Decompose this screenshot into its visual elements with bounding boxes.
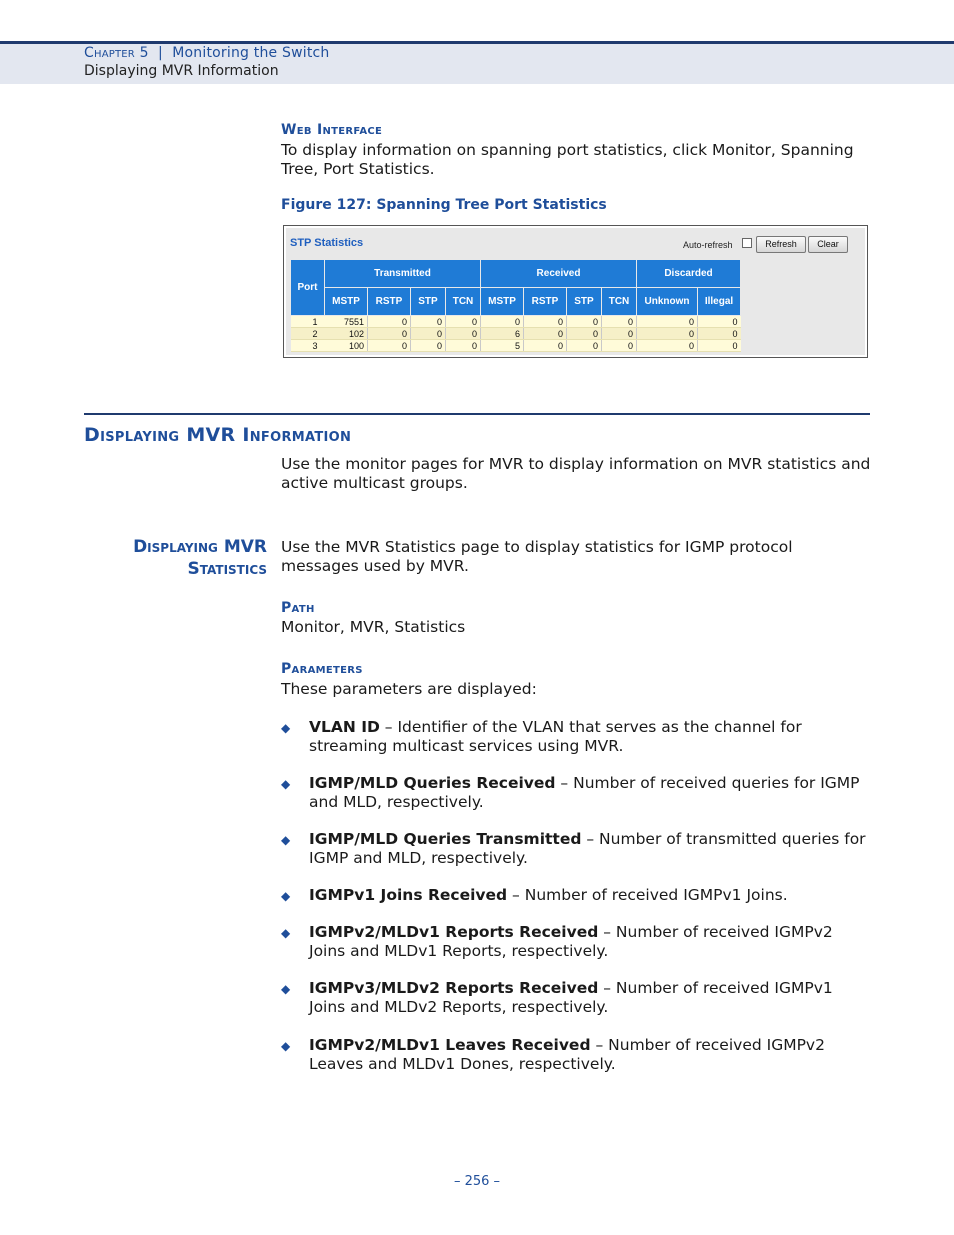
bullet-desc: – Identifier of the VLAN that serves as the channel for streaming multicast services using MVR. <box>309 718 802 755</box>
table-cell: 0 <box>567 328 602 340</box>
table-cell: 0 <box>411 340 446 352</box>
table-cell: 3 <box>291 340 325 352</box>
table-cell: 0 <box>567 340 602 352</box>
bullet-desc: – Number of received IGMPv1 Joins and MLDv2 Reports, respectively. <box>309 979 833 1016</box>
running-header-subtitle: Displaying MVR Information <box>84 63 279 79</box>
table-row <box>291 328 741 340</box>
table-cell: 0 <box>411 316 446 328</box>
table-cell: 0 <box>602 340 637 352</box>
path-label: Path <box>281 600 315 616</box>
subsection-title-line1: Displaying MVR <box>133 537 267 557</box>
sub-header: Unknown <box>637 288 698 316</box>
sub-header: RSTP <box>524 288 567 316</box>
list-item <box>281 979 871 1017</box>
bullet-desc: – Number of received IGMPv1 Joins. <box>507 886 788 904</box>
section-intro: Use the monitor pages for MVR to display information on MVR statistics and active multicast groups. <box>281 455 871 492</box>
stp-panel <box>286 228 865 355</box>
bullet-term: IGMPv1 Joins Received <box>309 886 508 904</box>
diamond-bullet-icon: ◆ <box>281 721 291 735</box>
col-discarded-header: Discarded <box>637 260 741 288</box>
bullet-desc: – Number of transmitted queries for IGMP and MLD, respectively. <box>309 830 866 867</box>
bullet-desc: – Number of received queries for IGMP and MLD, respectively. <box>309 774 860 811</box>
list-item <box>281 774 871 812</box>
table-cell: 0 <box>368 328 411 340</box>
sub-header: MSTP <box>481 288 524 316</box>
diamond-bullet-icon: ◆ <box>281 926 291 940</box>
bullet-desc: – Number of received IGMPv2 Joins and MLDv1 Reports, respectively. <box>309 923 833 960</box>
diamond-bullet-icon: ◆ <box>281 1039 291 1053</box>
sub-header: MSTP <box>325 288 368 316</box>
stp-statistics-figure <box>283 225 868 358</box>
diamond-bullet-icon: ◆ <box>281 777 291 791</box>
bullet-term: IGMPv3/MLDv2 Reports Received <box>309 979 599 997</box>
table-cell: 0 <box>446 328 481 340</box>
bullet-term: IGMP/MLD Queries Received <box>309 774 556 792</box>
path-text: Monitor, MVR, Statistics <box>281 618 466 636</box>
auto-refresh-checkbox[interactable] <box>742 238 752 248</box>
table-cell: 0 <box>637 328 698 340</box>
table-cell: 0 <box>446 316 481 328</box>
bullet-term: VLAN ID <box>309 718 380 736</box>
table-cell: 1 <box>291 316 325 328</box>
stp-table <box>290 259 741 352</box>
table-cell: 0 <box>698 340 741 352</box>
header-separator: | <box>158 45 163 61</box>
table-cell: 0 <box>524 328 567 340</box>
table-cell: 100 <box>325 340 368 352</box>
table-cell: 0 <box>637 316 698 328</box>
running-header-chapter <box>84 45 329 61</box>
list-item <box>281 886 871 905</box>
table-cell: 5 <box>481 340 524 352</box>
diamond-bullet-icon: ◆ <box>281 833 291 847</box>
diamond-bullet-icon: ◆ <box>281 982 291 996</box>
table-cell: 2 <box>291 328 325 340</box>
auto-refresh-label: Auto-refresh <box>683 240 733 250</box>
subsection-title <box>84 536 267 580</box>
bullet-term: IGMPv2/MLDv1 Leaves Received <box>309 1036 591 1054</box>
web-interface-label: Web Interface <box>281 122 383 138</box>
subsection-title-line2: Statistics <box>187 559 267 579</box>
sub-header: STP <box>411 288 446 316</box>
chapter-label: Chapter 5 <box>84 45 149 61</box>
section-title: Displaying MVR Information <box>84 424 352 446</box>
sub-header: TCN <box>446 288 481 316</box>
table-cell: 0 <box>602 328 637 340</box>
table-cell: 0 <box>481 316 524 328</box>
table-row <box>291 340 741 352</box>
sub-header: Illegal <box>698 288 741 316</box>
table-cell: 0 <box>368 340 411 352</box>
col-transmitted-header: Transmitted <box>325 260 481 288</box>
table-cell: 102 <box>325 328 368 340</box>
table-cell: 7551 <box>325 316 368 328</box>
bullet-term: IGMP/MLD Queries Transmitted <box>309 830 582 848</box>
table-cell: 0 <box>368 316 411 328</box>
parameters-label: Parameters <box>281 661 363 677</box>
table-row <box>291 316 741 328</box>
table-cell: 0 <box>698 328 741 340</box>
subsection-intro: Use the MVR Statistics page to display statistics for IGMP protocol messages used by MVR. <box>281 538 793 575</box>
page-number: – 256 – <box>453 1174 501 1189</box>
col-received-header: Received <box>481 260 637 288</box>
table-cell: 0 <box>698 316 741 328</box>
refresh-button[interactable]: Refresh <box>756 236 806 253</box>
bullet-desc: – Number of received IGMPv2 Leaves and MLDv1 Dones, respectively. <box>309 1036 825 1073</box>
list-item <box>281 830 871 868</box>
list-item <box>281 923 871 961</box>
table-cell: 0 <box>524 340 567 352</box>
table-cell: 0 <box>602 316 637 328</box>
parameters-text: These parameters are displayed: <box>281 680 537 698</box>
table-cell: 0 <box>524 316 567 328</box>
sub-header: RSTP <box>368 288 411 316</box>
diamond-bullet-icon: ◆ <box>281 889 291 903</box>
clear-button[interactable]: Clear <box>808 236 848 253</box>
table-cell: 0 <box>411 328 446 340</box>
section-rule <box>84 413 870 415</box>
chapter-title: Monitoring the Switch <box>172 45 330 61</box>
stp-title: STP Statistics <box>290 237 364 249</box>
table-cell: 0 <box>446 340 481 352</box>
sub-header: STP <box>567 288 602 316</box>
sub-header: TCN <box>602 288 637 316</box>
list-item <box>281 1036 871 1074</box>
table-cell: 0 <box>567 316 602 328</box>
table-cell: 6 <box>481 328 524 340</box>
bullet-term: IGMPv2/MLDv1 Reports Received <box>309 923 599 941</box>
figure-caption: Figure 127: Spanning Tree Port Statistics <box>281 197 607 213</box>
list-item <box>281 718 871 756</box>
web-interface-text: To display information on spanning port statistics, click Monitor, Spanning Tree, Port Statistics. <box>281 141 854 178</box>
col-port-header: Port <box>291 260 325 316</box>
table-cell: 0 <box>637 340 698 352</box>
